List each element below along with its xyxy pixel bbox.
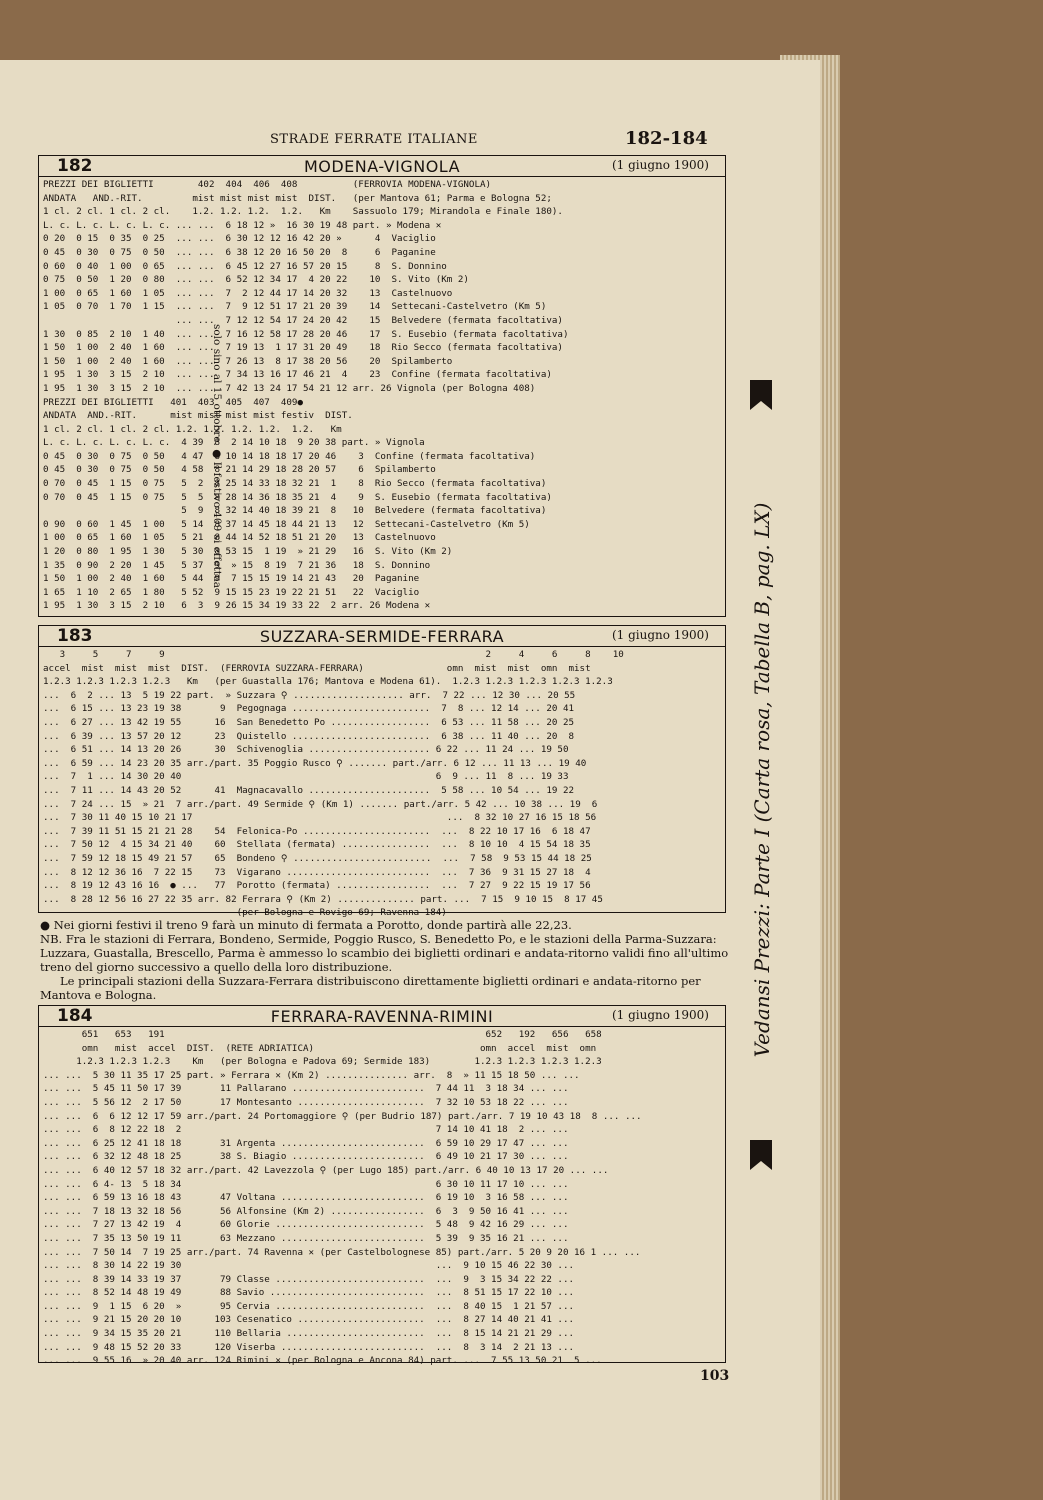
- timetable-row: 1 00 0 65 1 60 1 05 5 21 8 44 14 52 18 51 21 20 13 Castelnuovo: [43, 532, 436, 544]
- timetable-row: ANDATA AND.-RIT. mist mist mist mist festiv DIST.: [43, 410, 353, 422]
- timetable-row: ... ... 8 39 14 33 19 37 79 Classe ........................... ... 9 3 15 34 22 22 ...: [43, 1273, 575, 1285]
- timetable-row: 1 95 1 30 3 15 2 10 6 3 9 26 15 34 19 33 22 2 arr. 26 Modena ✕: [43, 600, 431, 612]
- footnote-porotto: ● Nei giorni festivi il treno 9 farà un minuto di fermata a Porotto, donde partirà alle 22,23.: [40, 918, 572, 932]
- timetable-row: ... 7 30 11 40 15 10 21 17 ... 8 32 10 27 16 15 18 56: [43, 812, 597, 824]
- timetable-row: ... 6 39 ... 13 57 20 12 23 Quistello ......................... 6 38 ... 11 40 ... 20 8: [43, 730, 575, 742]
- bookmark-icon: [750, 380, 772, 410]
- timetable-row: 0 20 0 15 0 35 0 25 ... ... 6 30 12 12 16 42 20 » 4 Vaciglio: [43, 233, 436, 245]
- bookmark-icon: [750, 1140, 772, 1170]
- timetable-row: 1.2.3 1.2.3 1.2.3 1.2.3 Km (per Guastalla 176; Mantova e Modena 61). 1.2.3 1.2.3 1.2.3 1.2.3 1.2.3: [43, 676, 613, 688]
- timetable-row: 1 cl. 2 cl. 1 cl. 2 cl. 1.2. 1.2. 1.2. 1.2. Km Sassuolo 179; Mirandola e Finale 180).: [43, 206, 563, 218]
- timetable-row: L. c. L. c. L. c. L. c. ... ... 6 18 12 » 16 30 19 48 part. » Modena ✕: [43, 219, 442, 231]
- timetable-text: [43, 1028, 642, 1368]
- timetable-row: 1 30 0 85 2 10 1 40 ... ... 7 16 12 58 17 28 20 46 17 S. Eusebio (fermata facoltativa): [43, 328, 569, 340]
- section-number: 182: [57, 156, 93, 176]
- timetable-row: ... ... 7 12 12 54 17 24 20 42 15 Belvedere (fermata facoltativa): [43, 314, 563, 326]
- page-number: 103: [700, 1368, 730, 1384]
- timetable-row: ... 7 59 12 18 15 49 21 57 65 Bondeno ⚲ ......................... ... 7 58 9 53 15 44 18 25: [43, 852, 592, 864]
- section-date: (1 giugno 1900): [611, 1008, 709, 1022]
- timetable-row: ... ... 5 45 11 50 17 39 11 Pallarano ........................ 7 44 11 3 18 34 ... ...: [43, 1083, 569, 1095]
- timetable-row: ... ... 6 59 13 16 18 43 47 Voltana .......................... 6 19 10 3 16 58 ... ...: [43, 1192, 569, 1204]
- timetable-row: 5 9 8 32 14 40 18 39 21 8 10 Belvedere (fermata facoltativa): [43, 505, 547, 517]
- timetable-text: [43, 648, 624, 920]
- timetable-row: 1.2.3 1.2.3 1.2.3 Km (per Bologna e Padova 69; Sermide 183) 1.2.3 1.2.3 1.2.3 1.2.3: [43, 1056, 602, 1068]
- timetable-row: 0 90 0 60 1 45 1 00 5 14 8 37 14 45 18 44 21 13 12 Settecani-Castelvetro (Km 5): [43, 518, 530, 530]
- timetable-row: 3 5 7 9 2 4 6 8 10: [43, 649, 624, 660]
- timetable-row: ... ... 8 52 14 48 19 49 88 Savio ............................ ... 8 51 15 17 22 10 ...: [43, 1287, 575, 1299]
- timetable-row: ... 6 27 ... 13 42 19 55 16 San Benedetto Po .................. 6 53 ... 11 58 ... 20 25: [43, 716, 575, 728]
- timetable-row: 0 45 0 30 0 75 0 50 4 58 8 21 14 29 18 28 20 57 6 Spilamberto: [43, 464, 436, 476]
- section-title: FERRARA-RAVENNA-RIMINI: [270, 1007, 494, 1026]
- timetable-row: 0 60 0 40 1 00 0 65 ... ... 6 45 12 27 16 57 20 15 8 S. Donnino: [43, 260, 447, 272]
- timetable-row: ... ... 6 40 12 57 18 32 arr./part. 42 Lavezzola ⚲ (per Lugo 185) part./arr. 6 40 10 13 17 20 ... ...: [43, 1164, 609, 1176]
- timetable-row: 0 75 0 50 1 20 0 80 ... ... 6 52 12 34 17 4 20 22 10 S. Vito (Km 2): [43, 274, 469, 286]
- timetable-row: ... ... 9 1 15 6 20 » 95 Cervia ........................... ... 8 40 15 1 21 57 ...: [43, 1300, 575, 1312]
- timetable-row: ... ... 9 55 16 » 20 40 arr. 124 Rimini ✕ (per Bologna e Ancona 84) part. ... 7 55 13 50 21 5 ...: [43, 1355, 602, 1367]
- timetable-row: ... 6 59 ... 14 23 20 35 arr./part. 35 Poggio Rusco ⚲ ....... part./arr. 6 12 ... 11 13 ... 19 40: [43, 757, 587, 769]
- section-number: 183: [57, 626, 93, 646]
- timetable-row: 1 95 1 30 3 15 2 10 ... ... 7 34 13 16 17 46 21 4 23 Confine (fermata facoltativa): [43, 369, 552, 381]
- timetable-row: 0 70 0 45 1 15 0 75 5 5 8 28 14 36 18 35 21 4 9 S. Eusebio (fermata facoltativa): [43, 491, 552, 503]
- timetable-183: [38, 625, 726, 919]
- timetable-row: ... ... 6 25 12 41 18 18 31 Argenta .......................... 6 59 10 29 17 47 ... ...: [43, 1137, 569, 1149]
- section-number: 184: [57, 1006, 93, 1026]
- section-header: [39, 156, 725, 177]
- timetable-row: ... ... 7 18 13 32 18 56 56 Alfonsine (Km 2) ................. 6 3 9 50 16 41 ... ...: [43, 1205, 569, 1217]
- section-date: (1 giugno 1900): [611, 158, 709, 172]
- timetable-row: 1 00 0 65 1 60 1 05 ... ... 7 2 12 44 17 14 20 32 13 Castelnuovo: [43, 287, 453, 299]
- timetable-row: 1 95 1 30 3 15 2 10 ... ... 7 42 13 24 17 54 21 12 arr. 26 Vignola (per Bologna 408): [43, 382, 536, 394]
- timetable-row: L. c. L. c. L. c. L. c. 4 39 8 2 14 10 18 9 20 38 part. » Vignola: [43, 437, 425, 449]
- section-title: SUZZARA-SERMIDE-FERRARA: [259, 627, 505, 646]
- side-note: [742, 380, 782, 1170]
- timetable-row: ... ... 8 30 14 22 19 30 ... 9 10 15 46 22 30 ...: [43, 1260, 575, 1272]
- vertical-note: solo sino al 15 ottobre. ● Il festivo 409 si effettua: [211, 323, 223, 589]
- section-date: (1 giugno 1900): [611, 628, 709, 642]
- section-header: [39, 1006, 725, 1027]
- timetable-row: PREZZI DEI BIGLIETTI 402 404 406 408 (FERROVIA MODENA-VIGNOLA): [43, 179, 492, 190]
- timetable-row: ... ... 5 56 12 2 17 50 17 Montesanto ....................... 7 32 10 53 18 22 ... ...: [43, 1096, 569, 1108]
- timetable-row: 1 05 0 70 1 70 1 15 ... ... 7 9 12 51 17 21 20 39 14 Settecani-Castelvetro (Km 5): [43, 301, 547, 313]
- timetable-row: ... 6 2 ... 13 5 19 22 part. » Suzzara ⚲ .................... arr. 7 22 ... 12 30 ... 20 55: [43, 689, 576, 701]
- timetable-row: ... ... 9 21 15 20 20 10 103 Cesenatico ....................... ... 8 27 14 40 21 41 ...: [43, 1314, 575, 1326]
- timetable-row: accel mist mist mist DIST. (FERROVIA SUZZARA-FERRARA) omn mist mist omn mist: [43, 662, 591, 674]
- timetable-row: ... ... 5 30 11 35 17 25 part. » Ferrara ✕ (Km 2) ............... arr. 8 » 11 15 18 50 ... ...: [43, 1069, 580, 1081]
- timetable-row: 0 70 0 45 1 15 0 75 5 2 8 25 14 33 18 32 21 1 8 Rio Secco (fermata facoltativa): [43, 478, 547, 490]
- running-header: STRADE FERRATE ITALIANE: [270, 132, 478, 147]
- timetable-row: 0 45 0 30 0 75 0 50 ... ... 6 38 12 20 16 50 20 8 6 Paganine: [43, 246, 436, 258]
- timetable-row: ... 7 39 11 51 15 21 21 28 54 Felonica-Po ....................... ... 8 22 10 17 16 6 18 47: [43, 825, 591, 837]
- timetable-row: ... ... 9 34 15 35 20 21 110 Bellaria ......................... ... 8 15 14 21 21 29 ...: [43, 1328, 575, 1340]
- timetable-row: 1 50 1 00 2 40 1 60 ... ... 7 26 13 8 17 38 20 56 20 Spilamberto: [43, 355, 453, 367]
- timetable-row: 1 65 1 10 2 65 1 80 5 52 9 15 15 23 19 22 21 51 22 Vaciglio: [43, 586, 420, 598]
- timetable-row: ... 8 19 12 43 16 16 ● ... 77 Porotto (fermata) ................. ... 7 27 9 22 15 19 17 56: [43, 880, 591, 892]
- timetable-row: 1 50 1 00 2 40 1 60 ... ... 7 19 13 1 17 31 20 49 18 Rio Secco (fermata facoltativa): [43, 342, 563, 354]
- timetable-row: ... 6 15 ... 13 23 19 38 9 Pegognaga ......................... 7 8 ... 12 14 ... 20 41: [43, 703, 575, 715]
- timetable-row: ... 7 50 12 4 15 34 21 40 60 Stellata (fermata) ................ ... 8 10 10 4 15 54 18 35: [43, 839, 591, 851]
- timetable-row: 651 653 191 652 192 656 658: [43, 1029, 602, 1040]
- timetable-row: ... ... 9 48 15 52 20 33 120 Viserba .......................... ... 8 3 14 2 21 13 ...: [43, 1341, 575, 1353]
- timetable-row: 1 50 1 00 2 40 1 60 5 44 9 7 15 15 19 14 21 43 20 Paganine: [43, 573, 420, 585]
- footnote-distribution: Le principali stazioni della Suzzara-Ferrara distribuiscono direttamente biglietti ordinari e andata-ritorno per Mantova e Bologna.: [40, 974, 701, 1002]
- timetable-row: 1 20 0 80 1 95 1 30 5 30 8 53 15 1 19 » 21 29 16 S. Vito (Km 2): [43, 546, 453, 558]
- timetable-row: ... ... 6 4- 13 5 18 34 6 30 10 11 17 10 ... ...: [43, 1178, 569, 1190]
- timetable-row: (per Bologna e Rovigo 69; Ravenna 184): [43, 907, 447, 919]
- page-range: 182-184: [625, 128, 708, 149]
- footnotes: [40, 918, 730, 1002]
- timetable-row: PREZZI DEI BIGLIETTI 401 403 405 407 409●: [43, 396, 303, 408]
- timetable-text: [43, 178, 568, 613]
- timetable-row: ... 8 28 12 56 16 27 22 35 arr. 82 Ferrara ⚲ (Km 2) .............. part. ... 7 15 9 10 15 8 17 45: [43, 893, 603, 905]
- timetable-row: ... 6 51 ... 14 13 20 26 30 Schivenoglia ...................... 6 22 ... 11 24 ... 19 50: [43, 744, 569, 756]
- section-title: MODENA-VIGNOLA: [303, 157, 461, 176]
- timetable-row: ... ... 7 50 14 7 19 25 arr./part. 74 Ravenna ✕ (per Castelbolognese 85) part./arr. 5 20 9 20 16 1 ... ...: [43, 1246, 641, 1258]
- section-header: [39, 626, 725, 647]
- side-note-text: Vedansi Prezzi: Parte I (Carta rosa, Tabella B, pag. LX): [750, 502, 774, 1058]
- timetable-row: ... ... 7 27 13 42 19 4 60 Glorie ........................... 5 48 9 42 16 29 ... ...: [43, 1219, 569, 1231]
- timetable-row: ... 7 11 ... 14 43 20 52 41 Magnacavallo ...................... 5 58 ... 10 54 ... 19 22: [43, 784, 575, 796]
- timetable-184: [38, 1005, 726, 1367]
- timetable-row: ... 7 24 ... 15 » 21 7 arr./part. 49 Sermide ⚲ (Km 1) ....... part./arr. 5 42 ... 10 38 ... 19 6: [43, 798, 598, 810]
- timetable-row: omn mist accel DIST. (RETE ADRIATICA) omn accel mist omn: [43, 1042, 597, 1054]
- timetable-row: 1 35 0 90 2 20 1 45 5 37 9 » 15 8 19 7 21 36 18 S. Donnino: [43, 559, 431, 571]
- timetable-row: 1 cl. 2 cl. 1 cl. 2 cl. 1.2. 1.2. 1.2. 1.2. 1.2. Km: [43, 423, 342, 435]
- timetable-row: 0 45 0 30 0 75 0 50 4 47 8 10 14 18 18 17 20 46 3 Confine (fermata facoltativa): [43, 450, 536, 462]
- timetable-row: ... ... 7 35 13 50 19 11 63 Mezzano .......................... 5 39 9 35 16 21 ... ...: [43, 1232, 569, 1244]
- timetable-182: [38, 155, 726, 617]
- footnote-nb: NB. Fra le stazioni di Ferrara, Bondeno, Sermide, Poggio Rusco, S. Benedetto Po, e le stazioni della Parma-Suzzara: Luzzara, Guastalla, Brescello, Parma è ammesso lo scambio dei biglietti ordinari e andata-ritorno validi fino all'ultimo treno del giorno successivo a quello della loro distribuzione.: [40, 932, 729, 974]
- timetable-row: ... ... 6 6 12 12 17 59 arr./part. 24 Portomaggiore ⚲ (per Budrio 187) part./arr. 7 19 10 43 18 8 ... ...: [43, 1110, 642, 1122]
- timetable-row: ... ... 6 32 12 48 18 25 38 S. Biagio ........................ 6 49 10 21 17 30 ... ...: [43, 1151, 569, 1163]
- timetable-row: ANDATA AND.-RIT. mist mist mist mist DIST. (per Mantova 61; Parma e Bologna 52;: [43, 192, 552, 204]
- timetable-row: ... ... 6 8 12 22 18 2 7 14 10 41 18 2 ... ...: [43, 1124, 569, 1136]
- timetable-row: ... 8 12 12 36 16 7 22 15 73 Vigarano .......................... ... 7 36 9 31 15 27 18 4: [43, 866, 591, 878]
- timetable-row: ... 7 1 ... 14 30 20 40 6 9 ... 11 8 ... 19 33: [43, 771, 569, 783]
